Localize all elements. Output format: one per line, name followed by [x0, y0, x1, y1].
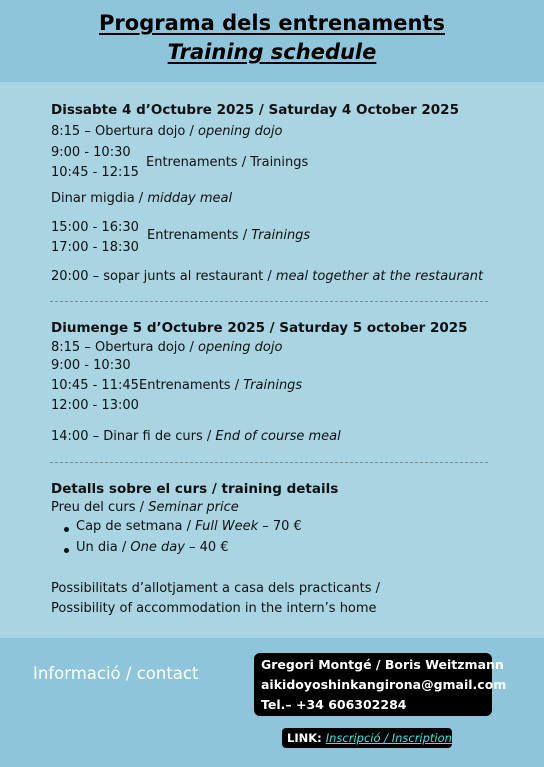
saturday-dinner-en: meal together at the restaurant [275, 269, 484, 284]
footer-band [0, 638, 544, 767]
sunday-trainings-en: Trainings [243, 378, 303, 393]
page-subtitle: Training schedule [167, 40, 377, 64]
price-label-en: Seminar price [148, 500, 239, 515]
saturday-trainings2-text: Entrenaments / [147, 228, 252, 243]
header-band [0, 0, 544, 82]
accommodation-line-2: Possibility of accommodation in the intern’s home [51, 601, 377, 616]
price-item-en: Full Week [195, 519, 259, 534]
list-item [62, 540, 302, 561]
saturday-dinner [51, 269, 483, 284]
accommodation-line-1: Possibilitats d’allotjament a casa dels practicants / [51, 581, 380, 596]
saturday-trainings-label-2 [147, 228, 310, 243]
registration-link-box [282, 728, 452, 748]
saturday-lunch-text: Dinar migdia / [51, 191, 148, 206]
sunday-trainings-text: Entrenaments / [139, 378, 244, 393]
saturday-opening [51, 124, 282, 139]
saturday-lunch [51, 191, 232, 206]
contact-label: Informació / contact [33, 664, 199, 683]
contact-phone[interactable]: Tel.– +34 606302284 [261, 697, 407, 712]
saturday-slot-2: 10:45 - 12:15 [51, 165, 139, 180]
price-item-value: – 40 € [184, 540, 229, 555]
details-heading: Detalls sobre el curs / training details [51, 481, 339, 497]
link-prefix: LINK: [287, 731, 326, 745]
sunday-end-meal [51, 429, 341, 444]
sunday-slot-1: 9:00 - 10:30 [51, 358, 131, 373]
page-title: Programa dels entrenaments [99, 11, 445, 35]
price-label [51, 500, 239, 515]
registration-link[interactable]: Inscripció / Inscription [325, 731, 452, 745]
saturday-heading: Dissabte 4 d’Octubre 2025 / Saturday 4 October 2025 [51, 102, 459, 118]
saturday-dinner-text: 20:00 – sopar junts al restaurant / [51, 269, 276, 284]
saturday-slot-1: 9:00 - 10:30 [51, 145, 131, 160]
saturday-opening-text: 8:15 – Obertura dojo / [51, 124, 198, 139]
list-item [62, 519, 302, 540]
sunday-slot-2: 10:45 - 11:45 [51, 378, 139, 393]
sunday-opening-text: 8:15 – Obertura dojo / [51, 340, 198, 355]
price-item-en: One day [130, 540, 185, 555]
saturday-slot-3: 15:00 - 16:30 [51, 220, 139, 235]
price-item-label: Cap de setmana / [76, 519, 196, 534]
saturday-trainings-label: Entrenaments / Trainings [146, 155, 309, 170]
sunday-end-en: End of course meal [215, 429, 341, 444]
sunday-end-text: 14:00 – Dinar fi de curs / [51, 429, 216, 444]
contact-email[interactable]: aikidoyoshinkangirona@gmail.com [261, 677, 507, 692]
divider [50, 462, 488, 463]
sunday-heading: Diumenge 5 d’Octubre 2025 / Saturday 5 october 2025 [51, 320, 468, 336]
contact-names: Gregori Montgé / Boris Weitzmann [261, 657, 504, 672]
price-item-value: – 70 € [258, 519, 302, 534]
saturday-opening-en: opening dojo [197, 124, 283, 139]
saturday-lunch-en: midday meal [147, 191, 233, 206]
contact-box [254, 653, 507, 716]
sunday-opening [51, 340, 282, 355]
saturday-trainings2-en: Trainings [251, 228, 311, 243]
sunday-opening-en: opening dojo [197, 340, 283, 355]
sunday-slot-3: 12:00 - 13:00 [51, 398, 139, 413]
saturday-slot-4: 17:00 - 18:30 [51, 240, 139, 255]
price-list [62, 519, 302, 561]
price-label-text: Preu del curs / [51, 500, 149, 515]
divider [50, 301, 488, 302]
sunday-trainings-label [139, 378, 302, 393]
price-item-label: Un dia / [76, 540, 131, 555]
